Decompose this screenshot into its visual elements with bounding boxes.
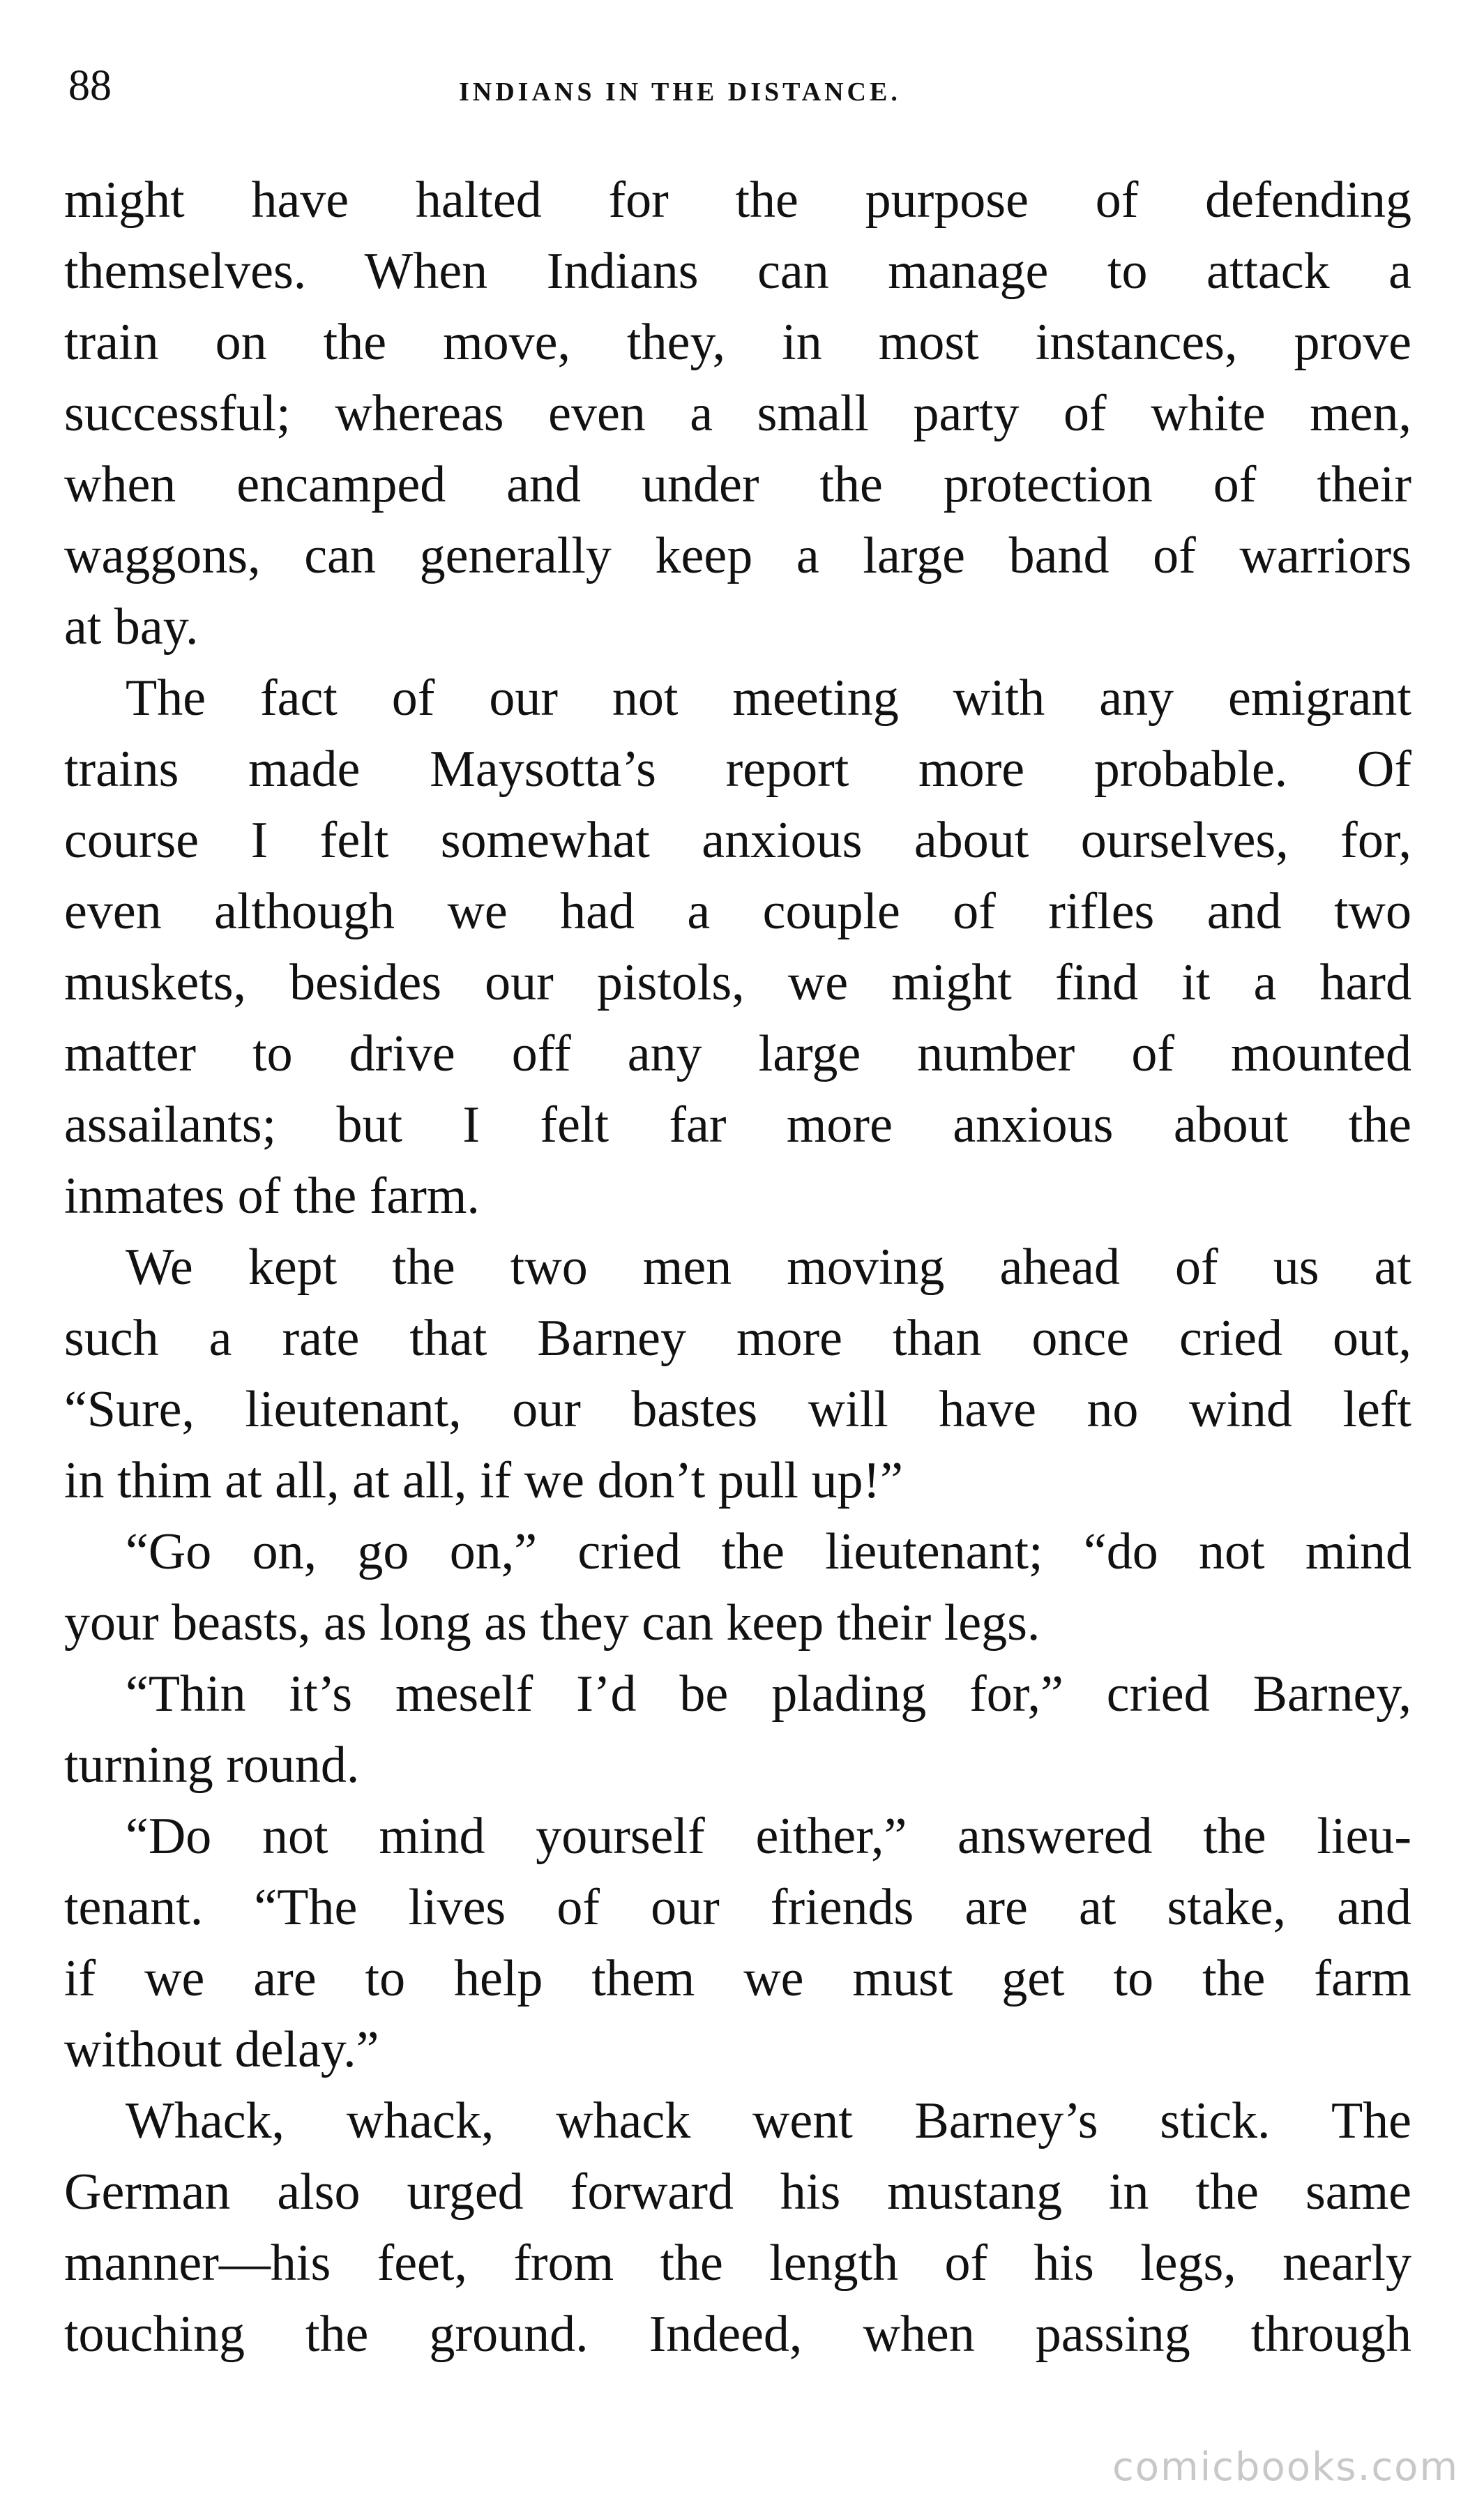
text-line: Whack, whack, whack went Barney’s stick. The (126, 2092, 1411, 2149)
text-line: “Go on, go on,” cried the lieutenant; “do not mind (126, 1523, 1411, 1580)
text-line: touching the ground. Indeed, when passing through (64, 2306, 1411, 2363)
text-line: The fact of our not meeting with any emigrant (126, 670, 1411, 727)
text-line: muskets, besides our pistols, we might find it a hard (64, 954, 1411, 1011)
page-header (68, 54, 1407, 117)
text-line: themselves. When Indians can manage to attack a (64, 243, 1411, 300)
page-body (64, 165, 1411, 2370)
text-line: course I felt somewhat anxious about ourselves, for, (64, 812, 1411, 869)
text-line: tenant. “The lives of our friends are at stake, and (64, 1879, 1411, 1936)
text-line: trains made Maysotta’s report more probable. Of (64, 741, 1411, 798)
text-line: successful; whereas even a small party of white men, (64, 385, 1411, 442)
text-line: your beasts, as long as they can keep their legs. (64, 1594, 1040, 1652)
watermark: comicbooks.com (1112, 2445, 1459, 2490)
text-line: might have halted for the purpose of defending (64, 172, 1411, 229)
text-line: German also urged forward his mustang in the same (64, 2163, 1411, 2221)
running-head: INDIANS IN THE DISTANCE. (459, 77, 901, 107)
text-line: turning round. (64, 1737, 360, 1794)
text-line: at bay. (64, 598, 199, 656)
text-line: when encamped and under the protection of their (64, 456, 1411, 513)
text-line: inmates of the farm. (64, 1168, 480, 1225)
text-line: manner—his feet, from the length of his legs, nearly (64, 2235, 1411, 2292)
text-line: “Do not mind yourself either,” answered the lieu- (126, 1808, 1411, 1865)
text-line: train on the move, they, in most instances, prove (64, 314, 1411, 371)
text-line: waggons, can generally keep a large band of warriors (64, 527, 1411, 584)
text-line: “Sure, lieutenant, our bastes will have no wind left (64, 1381, 1411, 1438)
text-line: in thim at all, at all, if we don’t pull up!” (64, 1452, 903, 1509)
text-line: such a rate that Barney more than once cried out, (64, 1310, 1411, 1367)
text-line: “Thin it’s meself I’d be plading for,” cried Barney, (126, 1665, 1411, 1723)
text-line: if we are to help them we must get to the farm (64, 1950, 1411, 2007)
text-line: matter to drive off any large number of mounted (64, 1025, 1411, 1082)
text-line: We kept the two men moving ahead of us at (126, 1239, 1411, 1296)
text-line: even although we had a couple of rifles and two (64, 883, 1411, 940)
page-number: 88 (68, 62, 112, 109)
text-line: assailants; but I felt far more anxious about the (64, 1096, 1411, 1154)
text-line: without delay.” (64, 2021, 379, 2078)
